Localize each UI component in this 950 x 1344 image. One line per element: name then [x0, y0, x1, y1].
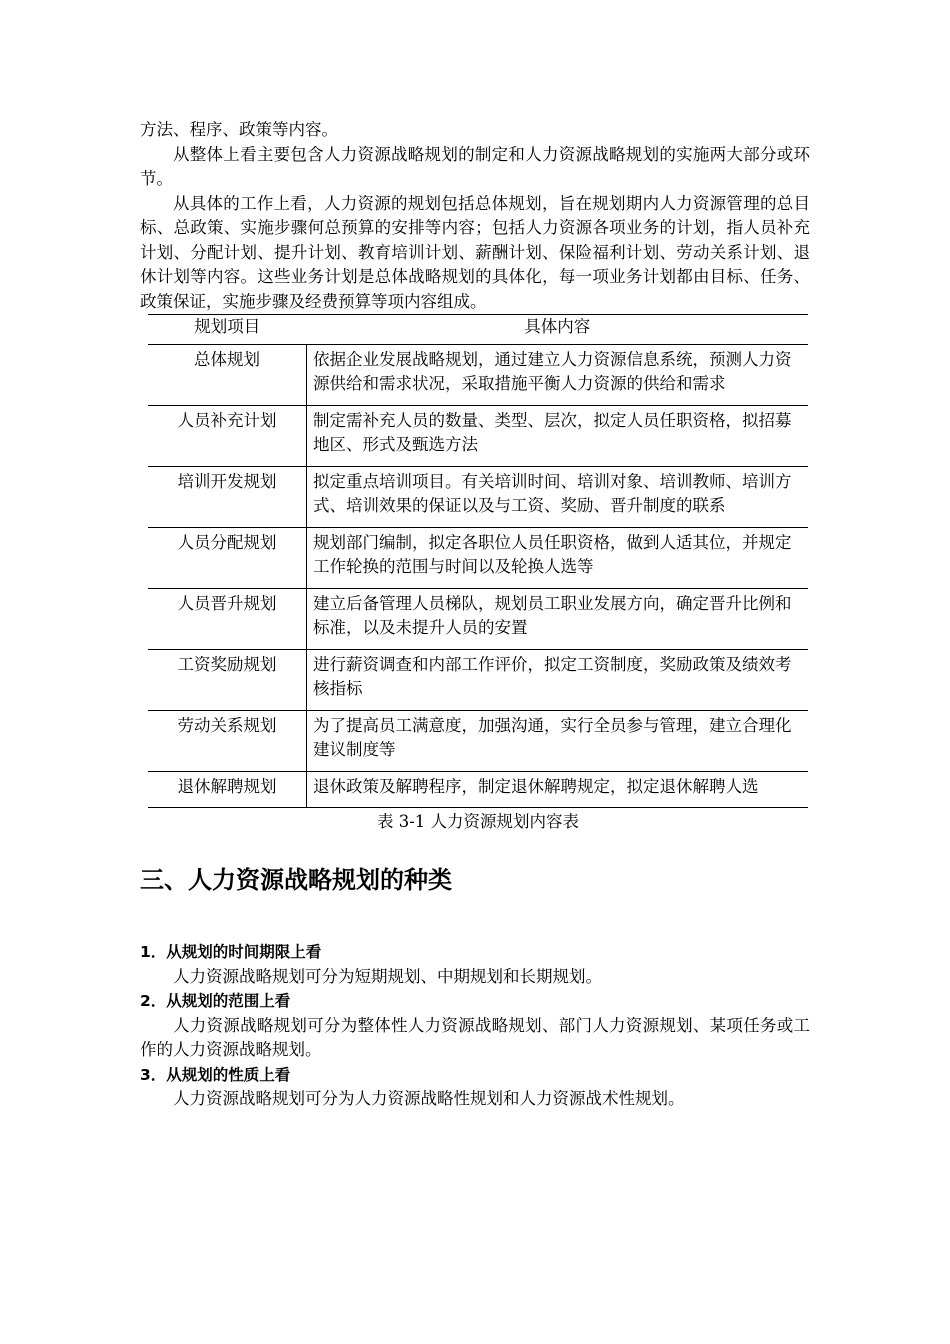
section-title: 三、人力资源战略规划的种类: [140, 866, 452, 894]
paragraph-scope: 人力资源战略规划可分为整体性人力资源战略规划、部门人力资源规划、某项任务或工作的人力资源战略规划。: [140, 1015, 810, 1059]
table-row: [148, 466, 808, 527]
table-row: [148, 649, 808, 710]
row-item: 工资奖励规划: [148, 649, 307, 710]
subheading-scope: 2．从规划的范围上看: [140, 992, 291, 1010]
row-content: 退休政策及解聘程序，制定退休解聘规定，拟定退休解聘人选: [307, 771, 809, 808]
paragraph-methods: 方法、程序、政策等内容。: [140, 120, 338, 139]
row-item: 劳动关系规划: [148, 710, 307, 771]
table-row: [148, 344, 808, 405]
row-content: 制定需补充人员的数量、类型、层次，拟定人员任职资格，拟招募地区、形式及甄选方法: [307, 405, 809, 466]
document-page: [140, 118, 810, 1112]
row-content: 为了提高员工满意度，加强沟通，实行全员参与管理，建立合理化建议制度等: [307, 710, 809, 771]
table-row: [148, 710, 808, 771]
paragraph-nature: 人力资源战略规划可分为人力资源战略性规划和人力资源战术性规划。: [173, 1089, 685, 1108]
subheading-nature: 3．从规划的性质上看: [140, 1065, 291, 1084]
planning-content-table: [148, 314, 808, 808]
subheading-time: 1．从规划的时间期限上看: [140, 943, 322, 961]
row-content: 规划部门编制，拟定各职位人员任职资格，做到人适其位，并规定工作轮换的范围与时间以及轮换人选等: [307, 527, 809, 588]
row-item: 人员分配规划: [148, 527, 307, 588]
row-content: 拟定重点培训项目。有关培训时间、培训对象、培训教师、培训方式、培训效果的保证以及与工资、奖励、晋升制度的联系: [307, 466, 809, 527]
table-row: [148, 527, 808, 588]
row-item: 培训开发规划: [148, 466, 307, 527]
paragraph-specific: 从具体的工作上看，人力资源的规划包括总体规划，旨在规划期内人力资源管理的总目标、总政策、实施步骤何总预算的安排等内容；包括人力资源各项业务的计划，指人员补充计划、分配计划、提升计划、教育培训计划、薪酬计划、保险福利计划、劳动关系计划、退休计划等内容。这些业务计划是总体战略规划的具体化，每一项业务计划都由目标、任务、政策保证，实施步骤及经费预算等项内容组成。: [140, 193, 810, 311]
table-row: [148, 771, 808, 808]
row-item: 人员补充计划: [148, 405, 307, 466]
table-row: [148, 405, 808, 466]
paragraph-time: 人力资源战略规划可分为短期规划、中期规划和长期规划。: [173, 966, 602, 986]
row-content: 建立后备管理人员梯队，规划员工职业发展方向，确定晋升比例和标准，以及未提升人员的安置: [307, 588, 809, 649]
row-item: 退休解聘规划: [148, 771, 307, 808]
row-item: 人员晋升规划: [148, 588, 307, 649]
row-content: 依据企业发展战略规划，通过建立人力资源信息系统，预测人力资源供给和需求状况，采取措施平衡人力资源的供给和需求: [307, 344, 809, 405]
paragraph-overall: 从整体上看主要包含人力资源战略规划的制定和人力资源战略规划的实施两大部分或环节。: [140, 144, 810, 188]
row-content: 进行薪资调查和内部工作评价，拟定工资制度，奖励政策及绩效考核指标: [307, 649, 809, 710]
table-header-row: [148, 315, 808, 345]
table-caption: 表 3-1 人力资源规划内容表: [376, 812, 580, 831]
column-header-item: 规划项目: [148, 315, 307, 345]
column-header-content: 具体内容: [307, 315, 809, 345]
row-item: 总体规划: [148, 344, 307, 405]
table-row: [148, 588, 808, 649]
